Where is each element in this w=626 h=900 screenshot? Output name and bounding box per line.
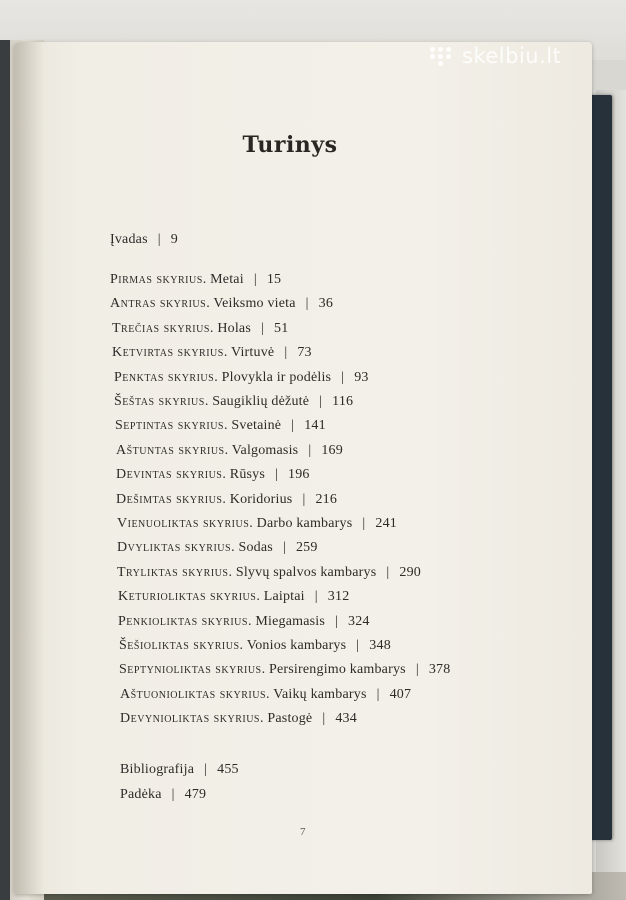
toc-chapter-name: Slyvų spalvos kambarys — [235, 565, 377, 580]
toc-chapter-dot: . — [206, 296, 214, 311]
toc-entry-page: 216 — [315, 492, 338, 507]
separator: | — [284, 345, 288, 360]
separator: | — [356, 638, 360, 653]
toc-chapter-name: Miegamasis — [255, 614, 325, 629]
separator: | — [415, 662, 419, 677]
toc-entry-chapter — [119, 662, 450, 678]
toc-chapter-dot: . — [239, 638, 247, 653]
toc-entry-page: 407 — [389, 687, 412, 702]
toc-chapter-dot: . — [224, 418, 232, 433]
separator: | — [376, 687, 380, 702]
toc-chapter-ordinal: Dvyliktas skyrius — [117, 540, 232, 555]
separator: | — [319, 394, 323, 409]
toc-chapter-name: Metai — [210, 272, 244, 287]
toc-entry-chapter — [120, 687, 411, 703]
toc-chapter-dot: . — [224, 443, 232, 458]
toc-chapter-name: Vaikų kambarys — [273, 687, 367, 702]
watermark-text: skelbiu.lt — [462, 44, 562, 68]
toc-chapter-ordinal: Vienuoliktas skyrius — [117, 516, 250, 531]
toc-chapter-name: Laiptai — [263, 589, 305, 604]
toc-entry-page: 259 — [295, 540, 318, 555]
toc-entry-chapter — [110, 296, 333, 312]
toc-chapter-dot: . — [256, 589, 264, 604]
toc-entry-chapter — [116, 443, 343, 459]
toc-chapter-name: Pastogė — [267, 711, 313, 726]
separator: | — [204, 762, 208, 777]
separator: | — [275, 467, 279, 482]
separator: | — [341, 370, 345, 385]
toc-entry-chapter — [110, 272, 281, 288]
toc-chapter-ordinal: Dešimtas skyrius — [116, 492, 223, 507]
separator: | — [386, 565, 390, 580]
toc-chapter-name: Virtuvė — [230, 345, 275, 360]
toc-chapter-dot: . — [202, 272, 211, 287]
toc-entry-chapter — [115, 418, 326, 434]
toc-chapter-dot: . — [209, 321, 218, 336]
toc-chapter-dot: . — [249, 516, 257, 531]
toc-entry-page: 15 — [266, 272, 282, 287]
separator: | — [308, 443, 312, 458]
separator: | — [253, 272, 257, 287]
toc-entry-chapter — [119, 638, 391, 654]
separator: | — [362, 516, 366, 531]
toc-chapter-ordinal: Penkioliktas skyrius — [118, 614, 248, 629]
toc-chapter-name: Koridorius — [229, 492, 293, 507]
toc-entry-chapter — [120, 711, 357, 727]
toc-chapter-name: Saugiklių dėžutė — [212, 394, 310, 409]
toc-entry-chapter — [112, 321, 288, 337]
toc-chapter-dot: . — [222, 467, 230, 482]
toc-chapter-dot: . — [222, 492, 230, 507]
toc-entry-chapter — [112, 345, 312, 361]
toc-chapter-ordinal: Šeštas skyrius — [114, 394, 205, 409]
toc-chapter-dot: . — [223, 345, 231, 360]
toc-chapter-name: Darbo kambarys — [256, 516, 353, 531]
toc-chapter-name: Valgomasis — [231, 443, 299, 458]
toc-chapter-ordinal: Pirmas skyrius — [110, 272, 203, 287]
toc-entry-chapter — [118, 614, 370, 630]
toc-entry-page: 196 — [288, 467, 310, 482]
toc-entry-page: 290 — [399, 565, 421, 580]
toc-entry-page: 116 — [332, 394, 354, 409]
page-number: 7 — [300, 826, 306, 838]
toc-chapter-name: Veiksmo vieta — [213, 296, 296, 311]
toc-entry-page: 348 — [369, 638, 391, 653]
toc-chapter-dot: . — [214, 370, 222, 385]
toc-entry-label: Bibliografija — [120, 762, 195, 777]
toc-entry-intro — [110, 232, 178, 248]
toc-entry-page: 378 — [428, 662, 451, 677]
toc-entry-chapter — [117, 516, 397, 532]
toc-chapter-dot: . — [228, 565, 236, 580]
separator: | — [260, 321, 264, 336]
toc-chapter-ordinal: Antras skyrius — [110, 296, 207, 311]
toc-chapter-name: Svetainė — [231, 418, 282, 433]
toc-entry-page: 73 — [297, 345, 312, 360]
toc-entry-page: 9 — [170, 232, 178, 247]
toc-chapter-ordinal: Aštuntas skyrius — [116, 443, 225, 458]
toc-chapter-ordinal: Penktas skyrius — [114, 370, 215, 385]
separator: | — [291, 418, 295, 433]
toc-entry-label: Įvadas — [110, 232, 148, 247]
toc-chapter-ordinal: Tryliktas skyrius — [117, 565, 229, 580]
toc-chapter-dot: . — [266, 687, 274, 702]
toc-chapter-ordinal: Aštuonioliktas skyrius — [120, 687, 267, 702]
toc-chapter-ordinal: Septynioliktas skyrius — [119, 662, 262, 677]
toc-chapter-ordinal: Septintas skyrius — [115, 418, 224, 433]
toc-entry-chapter — [114, 394, 353, 410]
toc-chapter-dot: . — [261, 662, 270, 677]
separator: | — [335, 614, 339, 629]
toc-entry-page: 36 — [318, 296, 334, 311]
toc-entry-chapter — [118, 589, 349, 605]
toc-entry-page: 51 — [274, 321, 289, 336]
toc-entry-page: 312 — [327, 589, 350, 604]
toc-entry-page: 169 — [321, 443, 343, 458]
toc-entry-page: 434 — [335, 711, 357, 726]
toc-chapter-name: Plovykla ir podėlis — [221, 370, 332, 385]
separator: | — [314, 589, 318, 604]
separator: | — [322, 711, 326, 726]
toc-entry-chapter — [116, 492, 337, 508]
toc-chapter-dot: . — [259, 711, 268, 726]
toc-chapter-name: Vonios kambarys — [246, 638, 347, 653]
toc-entry-page: 324 — [348, 614, 370, 629]
separator: | — [282, 540, 286, 555]
toc-chapter-name: Holas — [217, 321, 251, 336]
toc-entry-page: 241 — [375, 516, 398, 531]
toc-entry-page: 93 — [354, 370, 369, 385]
separator: | — [171, 787, 175, 802]
toc-entry-chapter — [117, 540, 318, 556]
toc-entry-chapter — [117, 565, 421, 581]
toc-entry-page: 479 — [184, 787, 207, 802]
toc-chapter-name: Sodas — [238, 540, 273, 555]
page-title: Turinys — [242, 132, 338, 158]
toc-entry-label: Padėka — [120, 787, 162, 802]
toc-entry-page: 141 — [304, 418, 326, 433]
toc-chapter-ordinal: Devynioliktas skyrius — [120, 711, 260, 726]
toc-chapter-ordinal: Devintas skyrius — [116, 467, 223, 482]
toc-chapter-dot: . — [247, 614, 256, 629]
toc-chapter-dot: . — [231, 540, 239, 555]
separator: | — [157, 232, 161, 247]
toc-chapter-ordinal: Trečias skyrius — [112, 321, 210, 336]
toc-chapter-ordinal: Keturioliktas skyrius — [118, 589, 257, 604]
toc-entry-back-matter — [120, 787, 206, 803]
toc-chapter-dot: . — [204, 394, 213, 409]
separator: | — [305, 296, 309, 311]
toc-entry-chapter — [116, 467, 310, 483]
toc-chapter-ordinal: Ketvirtas skyrius — [112, 345, 224, 360]
toc-entry-back-matter — [120, 762, 239, 778]
separator: | — [302, 492, 306, 507]
toc-entry-page: 455 — [217, 762, 239, 777]
toc-entry-chapter — [114, 370, 369, 386]
toc-chapter-name: Rūsys — [229, 467, 266, 482]
toc-chapter-name: Persirengimo kambarys — [269, 662, 406, 677]
toc-chapter-ordinal: Šešioliktas skyrius — [119, 638, 240, 653]
